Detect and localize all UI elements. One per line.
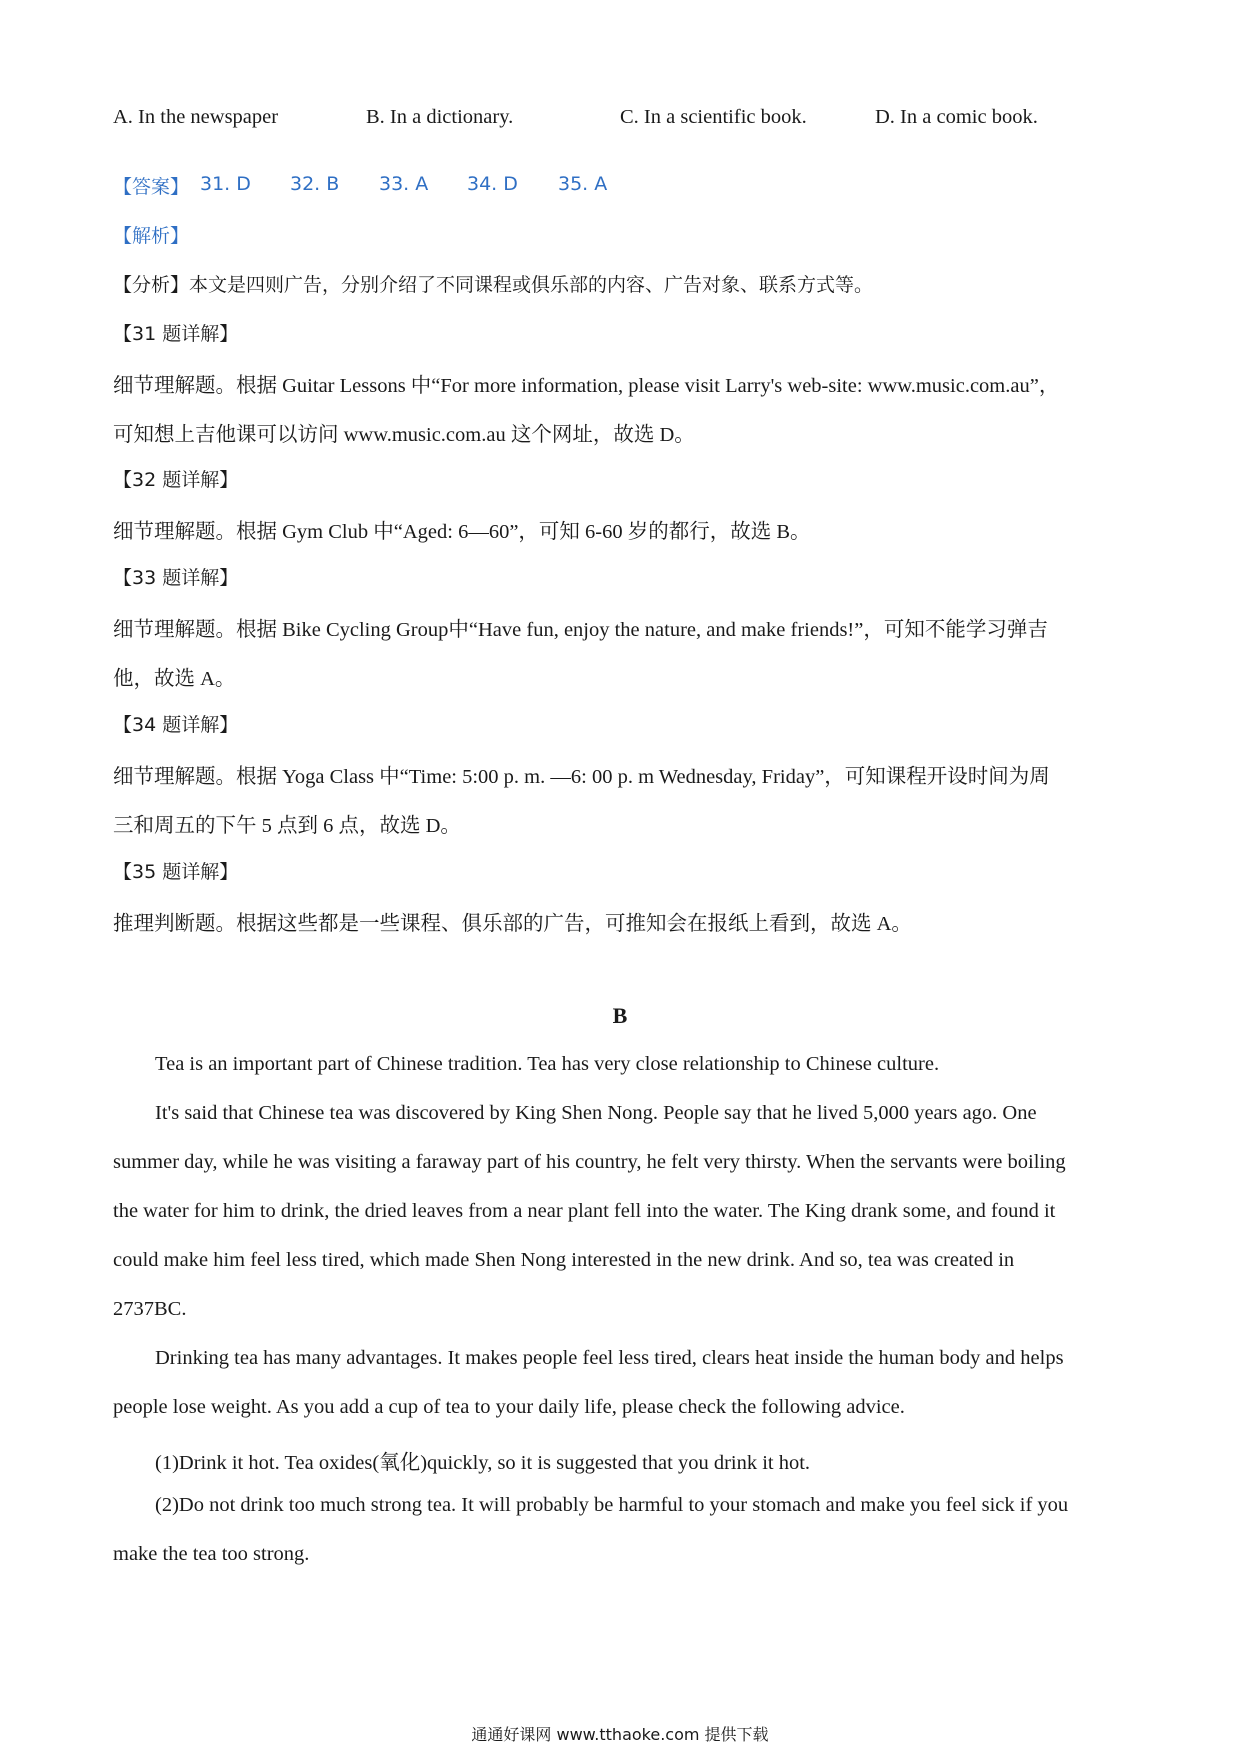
option-d: D. In a comic book.: [875, 106, 1038, 128]
option-b: B. In a dictionary.: [366, 106, 514, 128]
analysis-label: 【解析】: [113, 225, 190, 247]
passage-line: Tea is an important part of Chinese tradition. Tea has very close relationship to Chinese culture.: [155, 1053, 940, 1075]
passage-line: (2)Do not drink too much strong tea. It will probably be harmful to your stomach and make you feel sick if you: [155, 1494, 1069, 1516]
q31-text-line: 可知想上吉他课可以访问 www.music.com.au 这个网址，故选 D。: [113, 424, 695, 446]
passage-line: the water for him to drink, the dried leaves from a near plant fell into the water. The King drank some, and found it: [113, 1200, 1056, 1222]
section-b-title: B: [612, 1003, 628, 1028]
option-a: A. In the newspaper: [113, 106, 279, 128]
q35-heading: 【35 题详解】: [113, 861, 239, 883]
answer-item: 32. B: [290, 173, 340, 195]
q35-text-line: 推理判断题。根据这些都是一些课程、俱乐部的广告，可推知会在报纸上看到，故选 A。: [113, 913, 912, 935]
option-c: C. In a scientific book.: [620, 106, 807, 128]
passage-line: people lose weight. As you add a cup of tea to your daily life, please check the following advice.: [113, 1396, 905, 1418]
q32-text-line: 细节理解题。根据 Gym Club 中“Aged: 6—60”，可知 6-60 岁的都行，故选 B。: [113, 521, 811, 543]
passage-line: 2737BC.: [113, 1298, 187, 1320]
page-footer: 通通好课网 www.tthaoke.com 提供下载: [471, 1725, 769, 1744]
analysis-intro: 【分析】本文是四则广告，分别介绍了不同课程或俱乐部的内容、广告对象、联系方式等。: [113, 274, 874, 296]
passage-line: (1)Drink it hot. Tea oxides(氧化)quickly, so it is suggested that you drink it hot.: [155, 1452, 811, 1474]
answer-item: 35. A: [558, 173, 608, 195]
answer-label: 【答案】: [113, 176, 190, 198]
q33-heading: 【33 题详解】: [113, 567, 239, 589]
answer-item: 34. D: [467, 173, 518, 195]
q31-text-line: 细节理解题。根据 Guitar Lessons 中“For more information, please visit Larry's web-site: www.music.com.au”，: [113, 375, 1060, 397]
q32-heading: 【32 题详解】: [113, 469, 239, 491]
q33-text-line: 细节理解题。根据 Bike Cycling Group中“Have fun, enjoy the nature, and make friends!”，可知不能学习弹吉: [113, 619, 1048, 641]
q31-heading: 【31 题详解】: [113, 323, 239, 345]
q33-text-line: 他，故选 A。: [113, 668, 236, 690]
passage-line: It's said that Chinese tea was discovered by King Shen Nong. People say that he lived 5,000 years ago. One: [155, 1102, 1037, 1124]
answer-item: 31. D: [200, 173, 251, 195]
q34-text-line: 细节理解题。根据 Yoga Class 中“Time: 5:00 p. m. —6: 00 p. m Wednesday, Friday”，可知课程开设时间为周: [113, 766, 1050, 788]
passage-line: could make him feel less tired, which made Shen Nong interested in the new drink. And so, tea was created in: [113, 1249, 1015, 1271]
q34-heading: 【34 题详解】: [113, 714, 239, 736]
passage-line: Drinking tea has many advantages. It makes people feel less tired, clears heat inside the human body and helps: [155, 1347, 1064, 1369]
answer-item: 33. A: [379, 173, 429, 195]
passage-line: summer day, while he was visiting a faraway part of his country, he felt very thirsty. When the servants were boiling: [113, 1151, 1066, 1173]
passage-line: make the tea too strong.: [113, 1543, 310, 1565]
q34-text-line: 三和周五的下午 5 点到 6 点，故选 D。: [113, 815, 461, 837]
